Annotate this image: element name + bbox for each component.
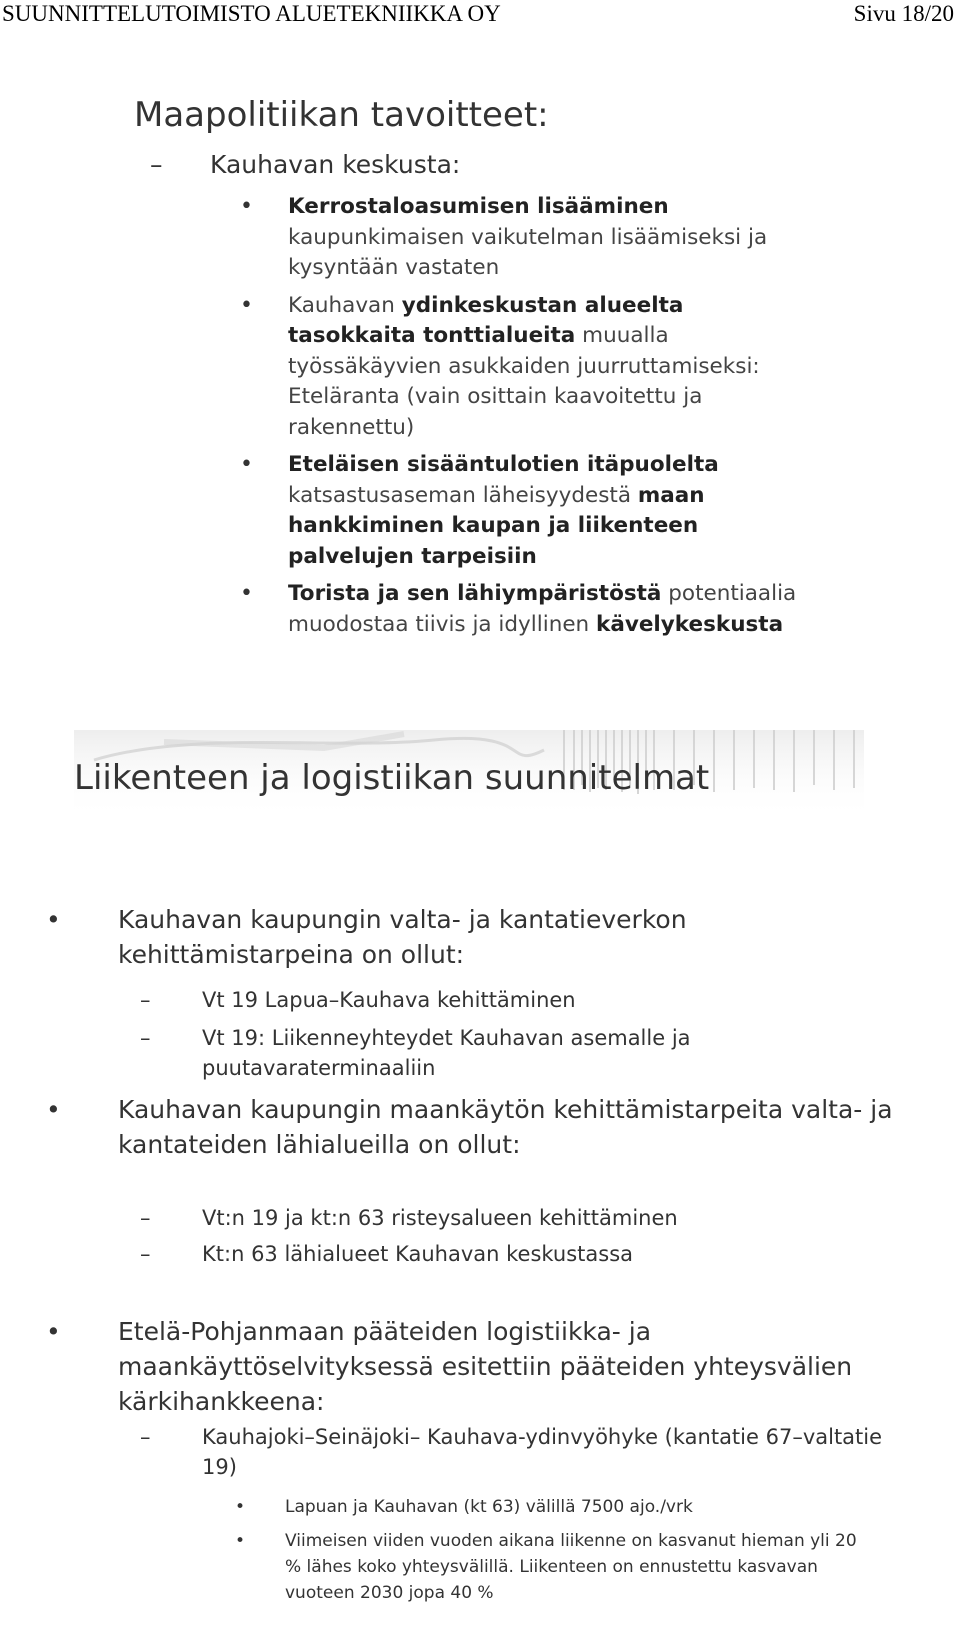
- emphasis-text: Eteläisen sisääntulotien itäpuolelta: [288, 452, 719, 477]
- bullet: •: [46, 1317, 61, 1346]
- emphasis-text: maan hankkiminen kaupan ja liikenteen palvelujen tarpeisiin: [288, 482, 705, 569]
- emphasis-text: Torista ja sen lähiympäristöstä: [288, 581, 662, 606]
- l1-item-1: [46, 902, 906, 972]
- l1-text-3: Etelä-Pohjanmaan pääteiden logistiikka- ja maankäyttöselvityksessä esitettiin pääteiden yhteysvälien kärkihankkeena:: [118, 1317, 853, 1416]
- list-item: [240, 192, 800, 284]
- item-text: Kauhavan: [288, 292, 402, 318]
- list-item: [240, 291, 800, 444]
- emphasis-text: Kerrostaloasumisen lisääminen: [288, 194, 669, 219]
- bullet: •: [240, 581, 253, 606]
- l3-text-1: Lapuan ja Kauhavan (kt 63) välillä 7500 ajo./vrk: [285, 1497, 693, 1517]
- dash: –: [140, 1206, 151, 1230]
- item-text: potentiaalia muodostaa tiivis ja idyllinen: [288, 581, 797, 637]
- page-number: Sivu 18/20: [853, 1, 954, 26]
- l3-item-2: [235, 1528, 875, 1606]
- emphasis-text: ydinkeskustan alueelta tasokkaita tonttialueita: [288, 292, 684, 348]
- company-name: SUUNNITTELUTOIMISTO ALUETEKNIIKKA OY: [2, 1, 501, 26]
- l3-item-1: [235, 1494, 875, 1520]
- bullet: •: [240, 292, 253, 318]
- bullet: •: [46, 1095, 61, 1124]
- l2-item-4: [140, 1239, 920, 1269]
- slide-traffic-plans: [0, 730, 960, 1630]
- subheading-dash: –: [150, 150, 163, 179]
- l2-text-2: Vt 19: Liikenneyhteydet Kauhavan asemalle ja puutavaraterminaaliin: [202, 1026, 691, 1080]
- l2-item-1: [140, 985, 920, 1015]
- l2-text-3: Vt:n 19 ja kt:n 63 risteysalueen kehittäminen: [202, 1206, 678, 1230]
- l2-text-4: Kt:n 63 lähialueet Kauhavan keskustassa: [202, 1242, 634, 1266]
- l2-item-2: [140, 1023, 920, 1083]
- slide1-subheading: [150, 150, 460, 179]
- bullet: •: [240, 452, 253, 477]
- bullet: •: [240, 194, 253, 219]
- slide1-title: Maapolitiikan tavoitteet:: [134, 95, 549, 135]
- item-text: kaupunkimaisen vaikutelman lisäämiseksi ja kysyntään vastaten: [288, 224, 768, 280]
- l1-text-2: Kauhavan kaupungin maankäytön kehittämistarpeita valta- ja kantateiden lähialueilla on ollut:: [118, 1095, 893, 1159]
- subheading-text: Kauhavan keskusta:: [210, 150, 461, 179]
- item-text: muualla työssäkäyvien asukkaiden juurruttamiseksi: Eteläranta (vain osittain kaavoitettu ja rakennettu): [288, 323, 760, 440]
- l2-item-5: [140, 1422, 920, 1482]
- slide2-title: Liikenteen ja logistiikan suunnitelmat: [74, 758, 710, 798]
- list-item: [240, 450, 800, 572]
- l2-text-5: Kauhajoki–Seinäjoki– Kauhava-ydinvyöhyke (kantatie 67–valtatie 19): [202, 1425, 883, 1479]
- list-item: [240, 579, 800, 640]
- dash: –: [140, 1242, 151, 1266]
- l1-item-2: [46, 1092, 906, 1162]
- item-text: katsastusaseman läheisyydestä: [288, 482, 638, 508]
- slide2-banner: [74, 730, 864, 820]
- l2-text-1: Vt 19 Lapua–Kauhava kehittäminen: [202, 988, 576, 1012]
- slide1-bullet-list: [240, 192, 800, 647]
- page-header: [0, 0, 960, 32]
- bullet: •: [235, 1531, 246, 1551]
- dash: –: [140, 988, 151, 1012]
- slide-land-policy: [0, 90, 960, 690]
- dash: –: [140, 1425, 151, 1449]
- l3-text-2: Viimeisen viiden vuoden aikana liikenne on kasvanut hieman yli 20 % lähes koko yhteysvälillä. Liikenteen on ennustettu kasvavan vuoteen 2030 jopa 40 %: [285, 1531, 857, 1603]
- l2-item-3: [140, 1203, 920, 1233]
- bullet: •: [46, 905, 61, 934]
- emphasis-text: kävelykeskusta: [596, 611, 784, 637]
- bullet: •: [235, 1497, 246, 1517]
- l1-text-1: Kauhavan kaupungin valta- ja kantatieverkon kehittämistarpeina on ollut:: [118, 905, 687, 969]
- l1-item-3: [46, 1314, 906, 1419]
- dash: –: [140, 1026, 151, 1050]
